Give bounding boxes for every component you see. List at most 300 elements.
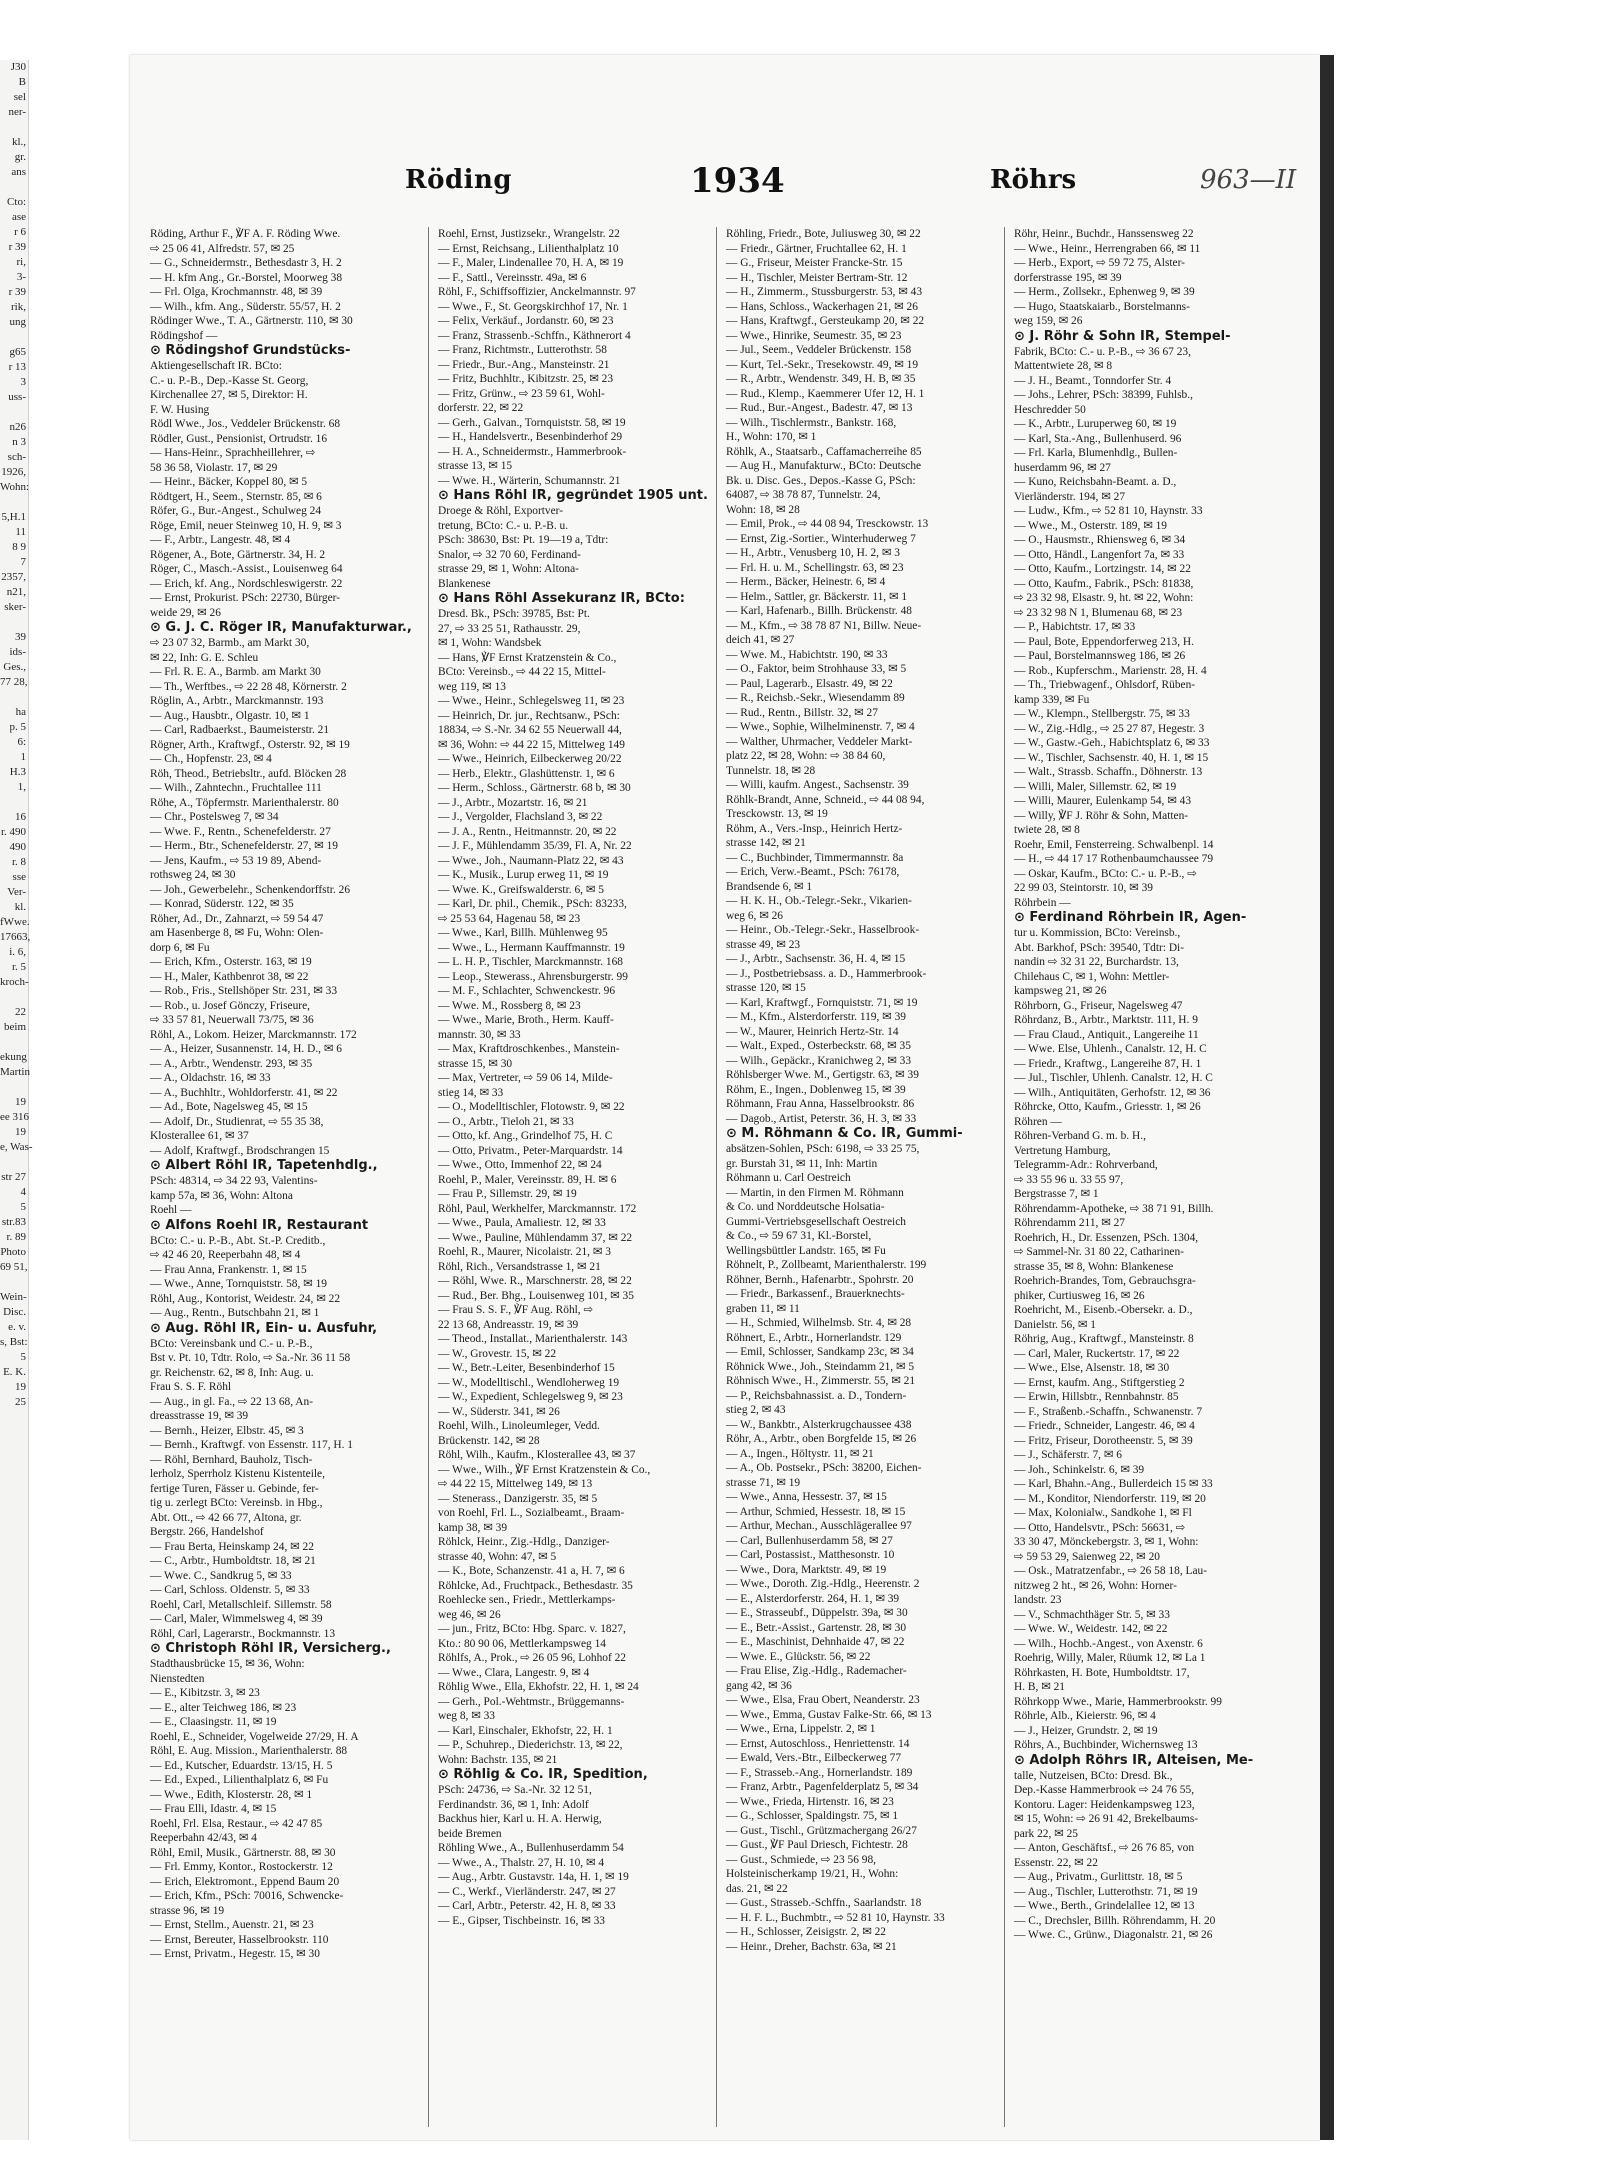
directory-entry: — Konrad, Süderstr. 122, ✉ 35 [150, 898, 294, 910]
directory-entry: absätzen-Sohlen, PSch: 6198, ⇨ 33 25 75, [726, 1143, 920, 1155]
margin-fragment: Ver- [7, 886, 26, 898]
margin-fragment: 5 [20, 1201, 26, 1213]
directory-entry: Roehl, Wilh., Linoleumleger, Vedd. [438, 1420, 600, 1432]
directory-entry: ⊙ Albert Röhl IR, Tapetenhdlg., [150, 1158, 378, 1173]
directory-entry: — Wwe., Hinrike, Seumestr. 35, ✉ 23 [726, 329, 902, 342]
directory-entry: — Ernst, Zig.-Sortier., Winterhuderweg 7 [726, 532, 916, 545]
directory-entry: Essenstr. 22, ✉ 22 [1014, 1856, 1098, 1869]
directory-entry: — Karl, Sta.-Ang., Bullenhuserd. 96 [1014, 432, 1182, 445]
margin-fragment [0, 495, 28, 510]
directory-entry: — Willy, ℣F J. Röhr & Sohn, Matten- [1014, 809, 1189, 822]
directory-entry: — Martin, in den Firmen M. Röhmann [726, 1186, 904, 1199]
directory-entry: — Willi, Maurer, Eulenkamp 54, ✉ 43 [1014, 795, 1192, 807]
directory-entry: — Wwe. C., Grünw., Diagonalstr. 21, ✉ 26 [1014, 1929, 1213, 1941]
directory-entry: — Karl, Dr. phil., Chemik., PSch: 83233, [438, 898, 627, 910]
directory-entry: — Johs., Lehrer, PSch: 38399, Fuhlsb., [1014, 389, 1193, 401]
directory-entry: — J., Postbetriebsass. a. D., Hammerbrook- [726, 967, 927, 980]
margin-fragment: sse [12, 871, 26, 883]
directory-entry: Röfer, G., Bur.-Angest., Schulweg 24 [150, 505, 322, 517]
directory-entry: dorferstrasse 195, ✉ 39 [1014, 271, 1122, 284]
directory-entry: — Ernst, Privatm., Hegestr. 15, ✉ 30 [150, 1948, 320, 1960]
directory-entry: — P., Reichsbahnassist. a. D., Tondern- [726, 1389, 907, 1402]
directory-entry: Röhe, A., Töpfermstr. Marienthalerstr. 80 [150, 796, 339, 809]
directory-entry: — Wwe., Doroth. Zig.-Hdlg., Heerenstr. 2 [726, 1578, 920, 1590]
directory-entry: & Co. und Norddeutsche Holsatia- [726, 1201, 885, 1213]
directory-entry: — Ed., Exped., Lilienthalplatz 6, ✉ Fu [150, 1774, 329, 1786]
directory-entry: — Walt., Exped., Osterbeckstr. 68, ✉ 35 [726, 1040, 911, 1052]
directory-entry: Röhren-Verband G. m. b. H., [1014, 1130, 1146, 1142]
directory-entry: — O., Modelltischler, Flotowstr. 9, ✉ 22 [438, 1101, 625, 1113]
margin-fragment: kroch- [0, 976, 29, 988]
directory-entry: Roehl, Carl, Metallschleif. Sillemstr. 58 [150, 1598, 332, 1611]
directory-entry: Röhl, Wilh., Kaufm., Klosterallee 43, ✉ 37 [438, 1449, 636, 1461]
directory-entry: — Carl, Postassist., Matthesonstr. 10 [726, 1549, 895, 1561]
directory-entry: — Arthur, Schmied, Hessestr. 18, ✉ 15 [726, 1505, 906, 1518]
margin-fragment: r. 89 [6, 1231, 26, 1243]
directory-entry: nandin ⇨ 32 31 22, Burchardstr. 13, [1014, 956, 1179, 968]
directory-entry: — Rob., Kupferschm., Marienstr. 28, H. 4 [1014, 664, 1207, 677]
margin-fragment: 11 [15, 526, 26, 538]
directory-entry: — Otto, Privatm., Peter-Marquardstr. 14 [438, 1144, 623, 1157]
directory-entry: — Karl, Bhahn.-Ang., Bullerdeich 15 ✉ 33 [1014, 1478, 1213, 1490]
directory-entry: Röhlk-Brandt, Anne, Schneid., ⇨ 44 08 94, [726, 793, 925, 806]
margin-fragment: r 6 [14, 226, 26, 238]
directory-entry: — G., Schlosser, Spaldingstr. 75, ✉ 1 [726, 1810, 899, 1822]
directory-entry: — Herb., Elektr., Glashüttenstr. 1, ✉ 6 [438, 767, 615, 780]
directory-entry: ⊙ Christoph Röhl IR, Versicherg., [150, 1641, 391, 1656]
directory-entry: Röhrdanz, B., Arbtr., Marktstr. 111, H. 9 [1014, 1014, 1198, 1026]
directory-entry: Blankenese [438, 577, 491, 590]
directory-entry: — H., Tischler, Meister Bertram-Str. 12 [726, 271, 908, 284]
directory-entry: — Otto, Handelsvtr., PSch: 56631, ⇨ [1014, 1521, 1186, 1534]
directory-entry: — W., Bankbtr., Alsterkrugchaussee 438 [726, 1418, 912, 1431]
margin-fragment: B [18, 76, 26, 88]
margin-fragment: ri, [16, 256, 26, 268]
directory-entry: — Wwe., Else, Alsenstr. 18, ✉ 30 [1014, 1362, 1170, 1374]
directory-entry: — J., Heizer, Grundstr. 2, ✉ 19 [1014, 1724, 1158, 1737]
directory-entry: ⇨ 33 57 81, Neuerwall 73/75, ✉ 36 [150, 1014, 314, 1026]
margin-fragment: 69 51, [0, 1261, 28, 1273]
directory-entry: Röhlig Wwe., Ella, Ekhofstr. 22, H. 1, ✉ 24 [438, 1681, 639, 1693]
directory-entry: 58 36 58, Violastr. 17, ✉ 29 [150, 461, 278, 474]
margin-fragment [0, 615, 28, 630]
directory-entry: Rödinger Wwe., T. A., Gärtnerstr. 110, ✉ 30 [150, 315, 353, 327]
directory-entry: Rögner, Arth., Kraftwgf., Osterstr. 92, ✉ 19 [150, 738, 350, 751]
directory-entry: ⇨ Sammel-Nr. 31 80 22, Catharinen- [1014, 1246, 1184, 1258]
directory-entry: — Wwe. K., Greifswalderstr. 6, ✉ 5 [438, 883, 604, 896]
directory-entry: — P., Habichtstr. 17, ✉ 33 [1014, 621, 1136, 633]
column-divider [1004, 227, 1005, 2127]
directory-entry: — Ernst, Autoschloss., Henriettenstr. 14 [726, 1737, 910, 1750]
directory-entry: H., Wohn: 170, ✉ 1 [726, 431, 817, 443]
directory-entry: kamp 57a, ✉ 36, Wohn: Altona [150, 1189, 293, 1202]
directory-entry: — Erich, Verw.-Beamt., PSch: 76178, [726, 866, 900, 878]
margin-fragment: 17663, [0, 931, 31, 943]
directory-entry: Vertretung Hamburg, [1014, 1144, 1111, 1157]
directory-entry: — Carl, Maler, Ruckertstr. 17, ✉ 22 [1014, 1347, 1180, 1360]
directory-entry: Bk. u. Disc. Ges., Depos.-Kasse G, PSch: [726, 474, 916, 487]
directory-entry: — J., Vergolder, Flachsland 3, ✉ 22 [438, 811, 603, 823]
column-divider [716, 227, 717, 2127]
directory-entry: — Ernst, Prokurist. PSch: 22730, Bürger- [150, 592, 341, 604]
directory-entry: — Arthur, Mechan., Ausschlägerallee 97 [726, 1520, 912, 1532]
directory-entry: ⇨ 25 53 64, Hagenau 58, ✉ 23 [438, 912, 581, 925]
directory-entry: ⊙ J. Röhr & Sohn IR, Stempel- [1014, 328, 1231, 344]
directory-entry: — Wwe., Otto, Immenhof 22, ✉ 24 [438, 1159, 602, 1171]
margin-fragment: 2357, [1, 571, 26, 583]
column-3 [726, 227, 994, 2127]
directory-entry: — Friedr., Schneider, Langestr. 46, ✉ 4 [1014, 1420, 1195, 1432]
directory-entry: — Gust., Tischl., Grützmachergang 26/27 [726, 1824, 917, 1837]
directory-entry: — Fritz, Friseur, Dorotheenstr. 5, ✉ 39 [1014, 1434, 1193, 1447]
directory-entry: — Erich, Kfm., Osterstr. 163, ✉ 19 [150, 956, 312, 968]
directory-entry: — Heinr., Dreher, Bachstr. 63a, ✉ 21 [726, 1940, 897, 1953]
directory-entry: — Rud., Bur.-Angest., Badestr. 47, ✉ 13 [726, 402, 913, 414]
directory-entry: — Frl. R. E. A., Barmb. am Markt 30 [150, 666, 321, 678]
directory-entry: Röge, Emil, neuer Steinweg 10, H. 9, ✉ 3 [150, 519, 342, 532]
directory-entry: Stadthausbrücke 15, ✉ 36, Wohn: [150, 1658, 305, 1670]
directory-entry: — Oskar, Kaufm., BCto: C.- u. P.-B., ⇨ [1014, 867, 1197, 880]
directory-entry: — W., Süderstr. 341, ✉ 26 [438, 1405, 560, 1418]
directory-entry: huserdamm 96, ✉ 27 [1014, 461, 1111, 474]
directory-entry: am Hasenberge 8, ✉ Fu, Wohn: Olen- [150, 927, 324, 939]
margin-fragment [0, 1080, 28, 1095]
directory-entry: Röger, C., Masch.-Assist., Louisenweg 64 [150, 563, 343, 575]
directory-entry: — F., Arbtr., Langestr. 48, ✉ 4 [150, 534, 291, 546]
directory-entry: ⇨ 44 22 15, Mittelweg 149, ✉ 13 [438, 1478, 593, 1490]
directory-entry: — Frl. Karla, Blumenhdlg., Bullen- [1014, 447, 1178, 459]
directory-entry: ⊙ M. Röhmann & Co. IR, Gummi- [726, 1126, 963, 1141]
directory-entry: — Joh., Gewerbelehr., Schenkendorffstr. 26 [150, 883, 351, 896]
directory-entry: platz 22, ✉ 28, Wohn: ⇨ 38 84 60, [726, 750, 886, 762]
directory-entry: ⇨ 25 06 41, Alfredstr. 57, ✉ 25 [150, 242, 295, 255]
directory-entry: Röhlk, A., Staatsarb., Caffamacherreihe 85 [726, 445, 922, 458]
directory-entry: — E., Gipser, Tischbeinstr. 16, ✉ 33 [438, 1914, 605, 1927]
directory-entry: tig u. zerlegt BCto: Vereinsb. in Hbg., [150, 1497, 323, 1509]
directory-entry: — Paul, Bote, Eppendorferweg 213, H. [1014, 635, 1194, 648]
directory-entry: — Ernst, Stellm., Auenstr. 21, ✉ 23 [150, 1919, 314, 1931]
directory-entry: fertige Turen, Fässer u. Gebinde, fer- [150, 1482, 319, 1495]
directory-entry: Röhl, E. Aug. Mission., Marienthalerstr. 88 [150, 1745, 348, 1757]
directory-entry: weide 29, ✉ 26 [150, 606, 221, 619]
margin-fragment: r. 490 [0, 826, 26, 838]
directory-entry: — W., Modelltischl., Wendloherweg 19 [438, 1376, 620, 1389]
directory-entry: landstr. 23 [1014, 1594, 1062, 1606]
margin-fragment: e, Was- [0, 1141, 33, 1153]
directory-entry: Röhrs, A., Buchbinder, Wichernsweg 13 [1014, 1739, 1198, 1751]
directory-entry: — Wwe., Joh., Naumann-Platz 22, ✉ 43 [438, 854, 624, 867]
margin-fragment [0, 180, 28, 195]
margin-fragment: ee 316 [0, 1111, 30, 1123]
directory-entry: Abt. Ott., ⇨ 42 66 77, Altona, gr. [150, 1511, 302, 1524]
directory-entry: stieg 14, ✉ 33 [438, 1086, 504, 1099]
page-edge-shadow [1320, 55, 1334, 2140]
margin-fragment: 3 [20, 376, 26, 388]
directory-entry: — Aug., Rentn., Butschbahn 21, ✉ 1 [150, 1307, 320, 1319]
directory-entry: — R., Reichsb.-Sekr., Wiesendamm 89 [726, 692, 905, 704]
margin-fragment: kl. [14, 901, 26, 913]
column-1 [150, 227, 418, 2127]
directory-entry: Röhmann u. Carl Oestreich [726, 1172, 851, 1184]
directory-entry: H. B, ✉ 21 [1014, 1681, 1065, 1693]
directory-entry: ⊙ Hans Röhl IR, gegründet 1905 unt. [438, 488, 708, 503]
page-header [150, 161, 1310, 215]
directory-entry: gr. Reichenstr. 62, ✉ 8, Inh: Aug. u. [150, 1366, 314, 1379]
directory-entry: — H., Handelsvertr., Besenbinderhof 29 [438, 431, 623, 443]
directory-entry: tretung, BCto: C.- u. P.-B. u. [438, 519, 569, 532]
margin-fragment: 4 [20, 1186, 26, 1198]
margin-fragment: Cto: [7, 196, 26, 208]
directory-entry: — Willi, Maler, Sillemstr. 62, ✉ 19 [1014, 780, 1177, 793]
directory-entry: Röhlfs, A., Prok., ⇨ 26 05 96, Lohhof 22 [438, 1652, 627, 1664]
margin-fragment: r 39 [8, 241, 26, 253]
directory-entry: Roehrich-Brandes, Tom, Gebrauchsgra- [1014, 1275, 1196, 1287]
column-2 [438, 227, 706, 2127]
directory-entry: Röhl, Aug., Kontorist, Weidestr. 24, ✉ 22 [150, 1292, 341, 1305]
directory-entry: Röhling Wwe., A., Bullenhuserdamm 54 [438, 1842, 624, 1854]
directory-entry: Röhrle, Alb., Kieierstr. 96, ✉ 4 [1014, 1710, 1156, 1722]
margin-fragment: ekung [0, 1051, 27, 1063]
directory-entry: — Wilh., Hochb.-Angest., von Axenstr. 6 [1014, 1637, 1203, 1650]
directory-entry: — Carl, Maler, Wimmelsweg 4, ✉ 39 [150, 1613, 323, 1625]
margin-fragment: e. v. [8, 1321, 26, 1333]
directory-entry: kamp 38, ✉ 39 [438, 1521, 508, 1534]
directory-entry: Mattentwiete 28, ✉ 8 [1014, 360, 1113, 372]
directory-entry: — Franz, Richtmstr., Lutterothstr. 58 [438, 344, 607, 356]
directory-entry: — C., Buchbinder, Timmermannstr. 8a [726, 851, 904, 864]
directory-entry: Röher, Ad., Dr., Zahnarzt, ⇨ 59 54 47 [150, 912, 324, 925]
directory-entry: Abt. Barkhof, PSch: 39540, Tdtr: Di- [1014, 941, 1185, 954]
directory-entry: — A., Buchhltr., Wohldorferstr. 41, ✉ 22 [150, 1086, 338, 1099]
directory-entry: — K., Bote, Schanzenstr. 41 a, H. 7, ✉ 6 [438, 1565, 625, 1577]
margin-fragment: 19 [15, 1381, 26, 1393]
margin-fragment: p. 5 [9, 721, 26, 733]
directory-entry: ✉ 36, Wohn: ⇨ 44 22 15, Mittelweg 149 [438, 738, 625, 751]
directory-entry: — Ernst, kaufm. Ang., Stiftgerstieg 2 [1014, 1376, 1185, 1389]
margin-fragment: 25 [15, 1396, 26, 1408]
directory-entry: — Wwe., Emma, Gustav Falke-Str. 66, ✉ 13 [726, 1708, 932, 1721]
running-head-year: 1934 [690, 161, 785, 201]
directory-entry: — Stenerass., Danzigerstr. 35, ✉ 5 [438, 1492, 598, 1505]
margin-fragment [0, 405, 28, 420]
directory-entry: — Wilh., Zahntechn., Fruchtallee 111 [150, 782, 322, 794]
directory-entry: — E., Kibitzstr. 3, ✉ 23 [150, 1687, 260, 1699]
directory-entry: Röhrig, Aug., Kraftwgf., Mansteinstr. 8 [1014, 1333, 1194, 1345]
directory-entry: ⇨ 23 32 98, Elsastr. 9, ht. ✉ 22, Wohn: [1014, 592, 1194, 604]
directory-entry: — Kurt, Tel.-Sekr., Tresekowstr. 49, ✉ 19 [726, 358, 919, 371]
directory-entry: ⊙ G. J. C. Röger IR, Manufakturwar., [150, 620, 412, 635]
directory-entry: ✉ 22, Inh: G. E. Schleu [150, 651, 259, 664]
margin-fragment: 19 [15, 1096, 26, 1108]
directory-entry: — Osk., Matratzenfabr., ⇨ 26 58 18, Lau- [1014, 1565, 1208, 1577]
directory-entry: — Hans, Kraftwgf., Gersteukamp 20, ✉ 22 [726, 315, 925, 327]
directory-entry: BCto: Vereinsb., ⇨ 44 22 15, Mittel- [438, 666, 606, 678]
directory-entry: — Frl. Olga, Krochmannstr. 48, ✉ 39 [150, 286, 323, 298]
directory-entry: — A., Heizer, Susannenstr. 14, H. D., ✉ 6 [150, 1043, 342, 1055]
directory-entry: — Franz, Arbtr., Pagenfelderplatz 5, ✉ 34 [726, 1781, 919, 1793]
directory-entry: — Wwe., Wilh., ℣F Ernst Kratzenstein & Co., [438, 1463, 651, 1476]
directory-entry: — J. H., Beamt., Tonndorfer Str. 4 [1014, 374, 1172, 387]
directory-entry: Brückenstr. 142, ✉ 28 [438, 1434, 540, 1447]
directory-entry: Nienstedten [150, 1672, 205, 1685]
directory-entry: strasse 96, ✉ 19 [150, 1904, 225, 1917]
directory-entry: — Wwe., Heinr., Schlegelsweg 11, ✉ 23 [438, 695, 625, 707]
margin-fragment: ans [11, 166, 26, 178]
directory-entry: — Erich, Kfm., PSch: 70016, Schwencke- [150, 1890, 344, 1902]
directory-entry: — Gust., Schmiede, ⇨ 23 56 98, [726, 1853, 877, 1866]
directory-entry: — Emil, Prok., ⇨ 44 08 94, Tresckowstr. 13 [726, 518, 929, 530]
directory-entry: — Frau S. S. F., ℣F Aug. Röhl, ⇨ [438, 1304, 594, 1316]
directory-entry: — H., Maler, Kathbenrot 38, ✉ 22 [150, 970, 309, 983]
directory-entry: — J., Arbtr., Mozartstr. 16, ✉ 21 [438, 796, 588, 809]
directory-entry: — Emil, Schlosser, Sandkamp 23c, ✉ 34 [726, 1346, 914, 1358]
directory-entry: Frau S. S. F. Röhl [150, 1381, 232, 1393]
directory-entry: — L. H. P., Tischler, Marckmannstr. 168 [438, 956, 623, 968]
directory-entry: — H. K. H., Ob.-Telegr.-Sekr., Vikarien- [726, 895, 912, 907]
directory-entry: — Wwe., M., Osterstr. 189, ✉ 19 [1014, 519, 1167, 532]
directory-entry: — Heinrich, Dr. jur., Rechtsanw., PSch: [438, 709, 620, 722]
directory-entry: — H., Zimmerm., Stussburgerstr. 53, ✉ 43 [726, 286, 923, 298]
directory-entry: — Ludw., Kfm., ⇨ 52 81 10, Haynstr. 33 [1014, 505, 1203, 517]
directory-entry: Roehl, Ernst, Justizsekr., Wrangelstr. 22 [438, 228, 620, 240]
directory-entry: Kirchenallee 27, ✉ 5, Direktor: H. [150, 389, 308, 401]
directory-entry: rothsweg 24, ✉ 30 [150, 869, 236, 881]
directory-entry: — Helm., Sattler, gr. Bäckerstr. 11, ✉ 1 [726, 590, 908, 603]
directory-entry: — Ed., Kutscher, Eduardstr. 13/15, H. 5 [150, 1759, 333, 1772]
directory-entry: — Aug., Arbtr. Gustavstr. 14a, H. 1, ✉ 19 [438, 1871, 629, 1883]
directory-entry: — Wwe. M., Rossberg 8, ✉ 23 [438, 999, 581, 1012]
directory-entry: — Gerh., Galvan., Tornquiststr. 58, ✉ 19 [438, 416, 626, 429]
margin-fragment: n26 [9, 421, 26, 433]
directory-entry: park 22, ✉ 25 [1014, 1827, 1078, 1840]
directory-entry: Roehrich, H., Dr. Essenzen, PSch. 1304, [1014, 1231, 1199, 1244]
margin-fragment: ha [15, 706, 26, 718]
directory-entry: — Adolf, Dr., Studienrat, ⇨ 55 35 38, [150, 1115, 324, 1128]
directory-entry: — O., Faktor, beim Strohhause 33, ✉ 5 [726, 663, 907, 675]
margin-fragment: Wein- [0, 1291, 27, 1303]
directory-entry: 22 13 68, Andreasstr. 19, ✉ 39 [438, 1318, 579, 1331]
directory-entry: F. W. Husing [150, 403, 210, 416]
directory-entry: Röh, Theod., Betriebsltr., aufd. Blöcken 28 [150, 767, 347, 780]
directory-entry: Röhrendamm 211, ✉ 27 [1014, 1217, 1125, 1229]
directory-entry: — Herm., Btr., Schenefelderstr. 27, ✉ 19 [150, 840, 338, 852]
directory-entry: — Karl, Kraftwgf., Fornquiststr. 71, ✉ 19 [726, 996, 918, 1009]
directory-entry: deich 41, ✉ 27 [726, 634, 795, 646]
directory-entry: Roehl, P., Maler, Vereinsstr. 89, H. ✉ 6 [438, 1173, 617, 1186]
directory-entry: — Ewald, Vers.-Btr., Eilbeckerweg 77 [726, 1752, 902, 1764]
margin-fragment: 1 [20, 751, 26, 763]
directory-entry: Brandsende 6, ✉ 1 [726, 880, 813, 893]
margin-fragment: s, Bst: [0, 1336, 28, 1348]
directory-entry: Danielstr. 56, ✉ 1 [1014, 1318, 1096, 1331]
directory-entry: Roehl, Frl. Elsa, Restaur., ⇨ 42 47 85 [150, 1817, 323, 1830]
directory-entry: Snalor, ⇨ 32 70 60, Ferdinand- [438, 548, 581, 561]
directory-entry: — Heinr., Ob.-Telegr.-Sekr., Hasselbrook- [726, 924, 920, 936]
column-divider [428, 227, 429, 2127]
directory-entry: — J., Schäferstr. 7, ✉ 6 [1014, 1449, 1122, 1461]
directory-entry: Röhrcke, Otto, Kaufm., Griesstr. 1, ✉ 26 [1014, 1101, 1201, 1113]
directory-entry: — Heinr., Bäcker, Koppel 80, ✉ 5 [150, 476, 308, 488]
directory-entry: — Willi, kaufm. Angest., Sachsenstr. 39 [726, 779, 909, 791]
directory-entry: — Frau Elise, Zig.-Hdlg., Rademacher- [726, 1665, 907, 1677]
directory-entry: Wohn: Bachstr. 135, ✉ 21 [438, 1753, 558, 1766]
directory-entry: Rögener, A., Bote, Gärtnerstr. 34, H. 2 [150, 548, 326, 561]
directory-entry: dorferstr. 22, ✉ 22 [438, 402, 524, 414]
margin-fragment: r 39 [8, 286, 26, 298]
margin-fragment: 1926, [1, 466, 26, 478]
directory-entry: — Jens, Kaufm., ⇨ 53 19 89, Abend- [150, 854, 322, 867]
directory-entry: Röhrborn, G., Friseur, Nagelsweg 47 [1014, 999, 1183, 1012]
directory-entry: — Wwe. F., Rentn., Schenefelderstr. 27 [150, 825, 331, 838]
directory-entry: Rödler, Gust., Pensionist, Ortrudstr. 16 [150, 432, 328, 445]
margin-fragment: J30 [10, 61, 26, 73]
directory-entry: — C., Drechsler, Billh. Röhrendamm, H. 20 [1014, 1914, 1216, 1927]
directory-entry: — Ernst, Bereuter, Hasselbrookstr. 110 [150, 1933, 329, 1946]
directory-entry: — E., Betr.-Assist., Gartenstr. 28, ✉ 30 [726, 1621, 907, 1634]
directory-entry: — Paul, Lagerarb., Elsastr. 49, ✉ 22 [726, 677, 893, 690]
directory-entry: Gummi-Vertriebsgesellschaft Oestreich [726, 1215, 906, 1228]
margin-fragment: beim [4, 1021, 26, 1033]
page-number: 963—II [1200, 165, 1297, 195]
directory-entry: — W., Tischler, Sachsenstr. 40, H. 1, ✉ 15 [1014, 751, 1209, 764]
directory-entry: — W., Klempn., Stellbergstr. 75, ✉ 33 [1014, 708, 1190, 720]
directory-entry: 27, ⇨ 33 25 51, Rathausstr. 29, [438, 622, 581, 635]
directory-entry: — K., Musik., Lurup erweg 11, ✉ 19 [438, 869, 609, 881]
directory-entry: — Kuno, Reichsbahn-Beamt. a. D., [1014, 476, 1177, 488]
directory-entry: — E., Strasseubf., Düppelstr. 39a, ✉ 30 [726, 1607, 908, 1619]
directory-entry: — Wwe., Paula, Amaliestr. 12, ✉ 33 [438, 1217, 606, 1229]
directory-entry: — Friedr., Kraftwg., Langereihe 87, H. 1 [1014, 1057, 1202, 1070]
directory-entry: — Wwe., Pauline, Mühlendamm 37, ✉ 22 [438, 1231, 633, 1244]
margin-fragment: sel [13, 91, 26, 103]
directory-entry: — Friedr., Bur.-Ang., Mansteinstr. 21 [438, 358, 610, 371]
margin-fragment: uss- [8, 391, 26, 403]
margin-fragment: Photo [0, 1246, 26, 1258]
directory-entry: — Wwe., L., Hermann Kauffmannstr. 19 [438, 941, 625, 954]
directory-entry: beide Bremen [438, 1827, 502, 1840]
directory-entry: — O., Hausmstr., Rhiensweg 6, ✉ 34 [1014, 534, 1186, 546]
directory-entry: — Erich, Elektromont., Eppend Baum 20 [150, 1875, 340, 1888]
directory-entry: Chilehaus C, ✉ 1, Wohn: Mettler- [1014, 970, 1170, 983]
directory-entry: — Leop., Stewerass., Ahrensburgerstr. 99 [438, 970, 628, 983]
directory-entry: gang 42, ✉ 36 [726, 1679, 792, 1692]
directory-entry: Röhlcke, Ad., Fruchtpack., Bethesdastr. 35 [438, 1579, 633, 1592]
directory-entry: — Th., Triebwagenf., Ohlsdorf, Rüben- [1014, 679, 1196, 691]
directory-entry: — J. F., Mühlendamm 35/39, Fl. A, Nr. 22 [438, 840, 632, 852]
margin-fragment: 8 9 [12, 541, 26, 553]
margin-fragment: sker- [4, 601, 26, 613]
margin-fragment: Ges., [3, 661, 26, 673]
directory-entry: — G., Schneidermstr., Bethesdastr 3, H. 2 [150, 257, 342, 269]
directory-entry: — F., Maler, Lindenallee 70, H. A, ✉ 19 [438, 257, 624, 269]
directory-entry: — Wwe., Berth., Grindelallee 12, ✉ 13 [1014, 1900, 1195, 1912]
directory-entry: mannstr. 30, ✉ 33 [438, 1028, 521, 1041]
margin-fragment: 5,H.1 [1, 511, 26, 523]
directory-entry: Röhl, F., Schiffsoffizier, Anckelmannstr. 97 [438, 286, 636, 298]
directory-entry: — Wwe., Anna, Hessestr. 37, ✉ 15 [726, 1491, 887, 1503]
margin-fragment: sch- [7, 451, 26, 463]
directory-entry: phiker, Curtiusweg 16, ✉ 26 [1014, 1289, 1145, 1302]
directory-entry: — Röhl, Bernhard, Bauholz, Tisch- [150, 1453, 313, 1466]
directory-entry: strasse 40, Wohn: 47, ✉ 5 [438, 1550, 557, 1563]
directory-entry: Röhrbein — [1014, 896, 1071, 909]
directory-entry: Roehl, E., Schneider, Vogelweide 27/29, H. A [150, 1730, 359, 1743]
margin-fragment: Martin [0, 1066, 30, 1078]
margin-fragment [0, 1275, 28, 1290]
directory-entry: Tunnelstr. 18, ✉ 28 [726, 764, 816, 777]
directory-entry: strasse 35, ✉ 8, Wohn: Blankenese [1014, 1260, 1174, 1273]
margin-fragment [0, 1155, 28, 1170]
